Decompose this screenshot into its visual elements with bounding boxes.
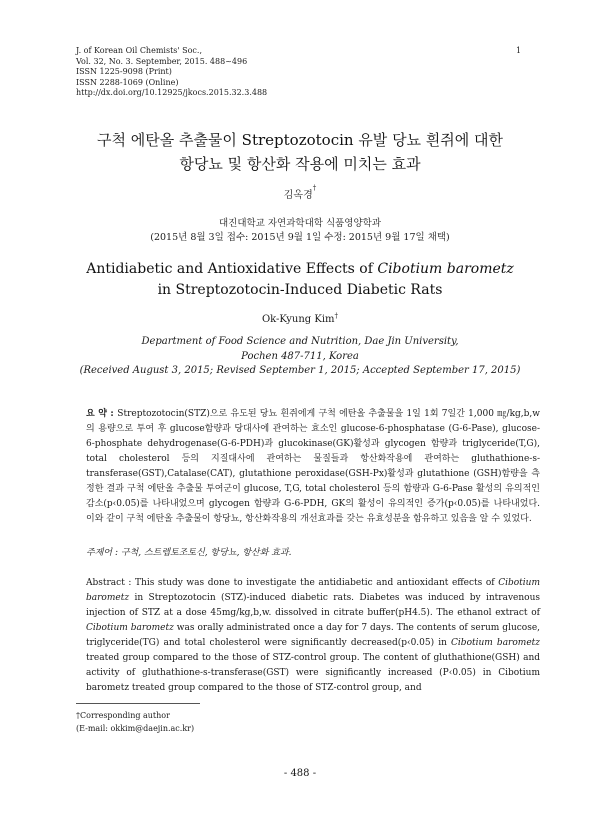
corner-number: 1 (516, 46, 522, 55)
journal-name: J. of Korean Oil Chemists' Soc., (76, 46, 202, 55)
species-name: Cibotium barometz (451, 638, 540, 648)
korean-title (40, 128, 560, 176)
english-title-part1: Antidiabetic and Antioxidative Effects of (86, 261, 378, 277)
korean-dates: (2015년 8월 3일 접수: 2015년 9월 1일 수정: 2015년 9월 17일 채택) (150, 232, 450, 243)
page-number: - 488 - (283, 768, 317, 779)
korean-author-name: 김옥경 (283, 190, 313, 201)
footnote (76, 709, 194, 735)
english-title-line2: in Streptozotocin-Induced Diabetic Rats (157, 282, 443, 298)
doi-link[interactable]: http://dx.doi.org/10.12925/jkocs.2015.32.3.488 (76, 88, 268, 97)
journal-info (76, 46, 267, 99)
english-title (40, 259, 560, 301)
korean-abstract-label: 요 약 : (86, 409, 118, 419)
korean-keywords: 주제어 : 구척, 스트렙토조토신, 항당뇨, 항산화 효과. (86, 548, 292, 558)
species-name: Cibotium barometz (377, 261, 514, 277)
english-abstract-text-3: was orally administrated once a day for 7 days. The contents of serum glucose, triglyceride(TG) and total cholesterol were significantly decreased(p‹0.05) in (86, 623, 541, 648)
english-abstract (86, 576, 540, 696)
english-abstract-label: Abstract : (86, 578, 136, 588)
english-affiliation-address: Pochen 487-711, Korea (241, 350, 359, 362)
english-author (40, 314, 560, 325)
species-name: Cibotium barometz (86, 578, 541, 603)
issn-online: ISSN 2288-1069 (Online) (76, 77, 179, 87)
footnote-divider (76, 703, 200, 704)
english-affiliation (40, 335, 560, 379)
korean-affiliation-dept: 대진대학교 자연과학대학 식품영양학과 (218, 218, 382, 229)
korean-abstract-text: Streptozotocin(STZ)으로 유도된 당뇨 흰쥐에게 구척 에탄올 추출물을 1일 1회 7일간 1,000 ㎎/kg,b,w의 용량으로 투여 후 glucose함량과 당대사에 관여하는 효소인 glucose-6-phosphatase (G-6-Pase), glucose-6-phosphate dehydrogenase(G-6-PDH)과 glucokinase(GK)활성과 glycogen 함량과 triglyceride(T,G), total cholesterol 등의 지질대사에 관여하는 물질들과 항산화작용에 관여하는 gluthathione-s-transferase(GST),Catalase(CAT), glutathione peroxidase(GSH-Px)활성과 glutathione (GSH)함량을 측정한 결과 구척 에탄올 추출물 투여군이 glucose, T,G, total cholesterol 등의 함량과 G-6-Pase 활성의 유의적인 감소(p‹0.05)를 나타내었으며 glycogen 함량과 G-6-PDH, GK의 활성이 유의적인 증가(p‹0.05)를 나타내었다. 이와 같이 구척 에탄올 추출물이 항당뇨, 항산화작용의 개선효과를 갖는 유효성분을 함유하고 있음을 알 수 있었다. (86, 409, 540, 524)
species-name: Cibotium barometz (86, 623, 174, 633)
footnote-corresponding: †Corresponding author (76, 711, 170, 720)
english-author-name: Ok-Kyung Kim (261, 314, 335, 325)
footnote-email: (E-mail: okkim@daejin.ac.kr) (76, 724, 195, 733)
english-abstract-text-1: This study was done to investigate the antidiabetic and antioxidant effects of (135, 578, 499, 588)
korean-title-line2: 항당뇨 및 항산화 작용에 미치는 효과 (179, 155, 421, 173)
korean-affiliation (40, 217, 560, 245)
corresponding-mark-en: † (334, 312, 339, 320)
corresponding-mark: † (312, 184, 317, 192)
english-abstract-text-2: in Streptozotocin (STZ)-induced diabetic rats. Diabetes was induced by intravenous injection of STZ at a dose 45mg/kg,b,w. dissolved in citrate buffer(pH4.5). The ethanol extract of (86, 593, 540, 618)
korean-title-line1: 구척 에탄올 추출물이 Streptozotocin 유발 당뇨 흰쥐에 대한 (96, 131, 504, 149)
journal-volume: Vol. 32, No. 3. September, 2015. 488~496 (76, 56, 248, 66)
english-affiliation-dept: Department of Food Science and Nutrition, Dae Jin University, (141, 336, 459, 347)
korean-abstract (86, 407, 540, 527)
english-dates: (Received August 3, 2015; Revised September 1, 2015; Accepted September 17, 2015) (79, 365, 521, 376)
english-title-line1 (40, 259, 560, 280)
english-abstract-text-4: treated group compared to the those of STZ-control group. The content of gluthathione(GSH) and activity of gluthathione-s-transferase(GST) were significantly increased (P‹0.05) in Cibotium barometz treated group compared to the those of STZ-control group, and (86, 653, 540, 693)
korean-author (40, 186, 560, 201)
issn-print: ISSN 1225-9098 (Print) (76, 67, 172, 76)
